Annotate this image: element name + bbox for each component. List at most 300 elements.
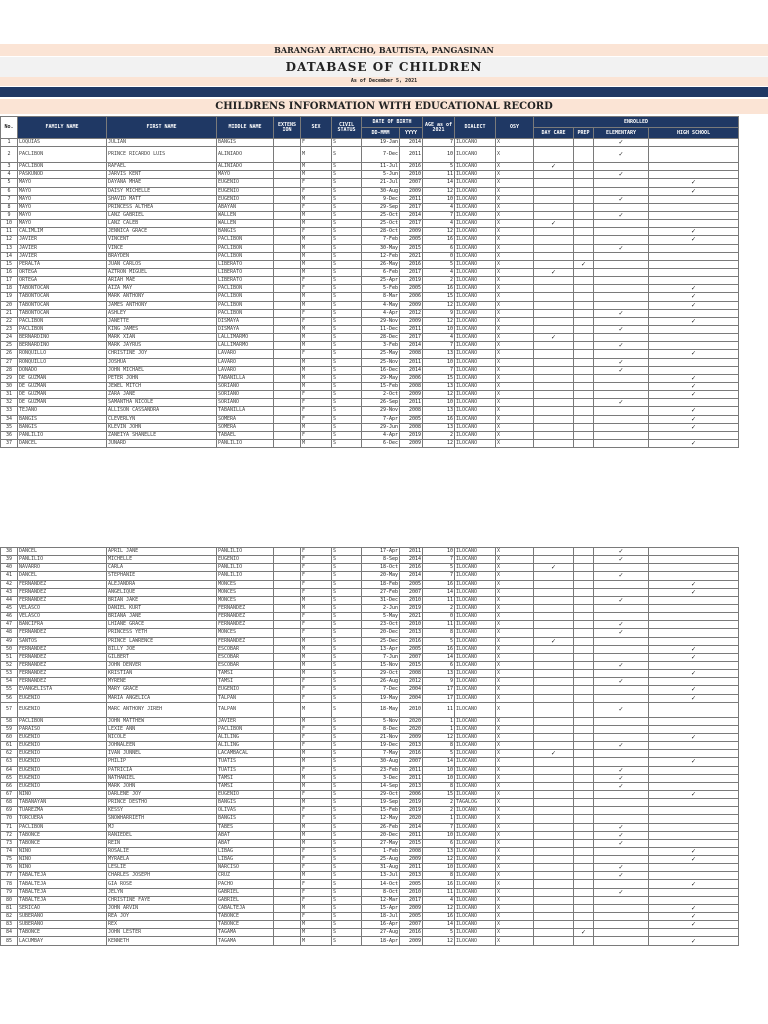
elementary-check bbox=[594, 733, 649, 741]
col-family-name: FAMILY NAME bbox=[18, 117, 107, 139]
day-care-check bbox=[534, 171, 574, 179]
prep-check bbox=[574, 742, 594, 750]
prep-check bbox=[574, 588, 594, 596]
day-care-check bbox=[534, 350, 574, 358]
birth-year-cell: 2017 bbox=[400, 203, 423, 211]
family-name-cell: TABALTEJA bbox=[18, 888, 107, 896]
day-care-check bbox=[534, 872, 574, 880]
high-school-check: ✓ bbox=[649, 856, 739, 864]
row-number: 71 bbox=[1, 823, 18, 831]
civil-status-cell: S bbox=[332, 670, 362, 678]
age-cell: 14 bbox=[423, 588, 455, 596]
birth-year-cell: 2021 bbox=[400, 613, 423, 621]
family-name-cell: SUBERANO bbox=[18, 921, 107, 929]
middle-name-cell: PANLILIO bbox=[217, 564, 274, 572]
day-care-check bbox=[534, 702, 574, 717]
family-name-cell: EUGENIO bbox=[18, 758, 107, 766]
civil-status-cell: S bbox=[332, 588, 362, 596]
civil-status-cell: S bbox=[332, 163, 362, 171]
middle-name-cell: BANGIS bbox=[217, 799, 274, 807]
sex-cell: F bbox=[301, 391, 332, 399]
age-cell: 11 bbox=[423, 621, 455, 629]
table-row bbox=[1, 686, 739, 694]
osy-cell: X bbox=[496, 317, 534, 325]
civil-status-cell: S bbox=[332, 195, 362, 203]
elementary-check bbox=[594, 880, 649, 888]
birth-year-cell: 2004 bbox=[400, 686, 423, 694]
civil-status-cell: S bbox=[332, 929, 362, 937]
civil-status-cell: S bbox=[332, 774, 362, 782]
age-cell: 10 bbox=[423, 774, 455, 782]
dialect-cell: ILOCANO bbox=[455, 766, 496, 774]
row-number: 35 bbox=[1, 423, 18, 431]
high-school-check bbox=[649, 621, 739, 629]
dialect-cell: ILOCANO bbox=[455, 725, 496, 733]
middle-name-cell: ALILING bbox=[217, 742, 274, 750]
middle-name-cell: TABONCE bbox=[217, 921, 274, 929]
high-school-check bbox=[649, 896, 739, 904]
table-row bbox=[1, 937, 739, 945]
osy-cell: X bbox=[496, 431, 534, 439]
osy-cell: X bbox=[496, 163, 534, 171]
age-cell: 2 bbox=[423, 431, 455, 439]
high-school-check bbox=[649, 195, 739, 203]
prep-check bbox=[574, 423, 594, 431]
row-number: 72 bbox=[1, 831, 18, 839]
row-number: 66 bbox=[1, 782, 18, 790]
osy-cell: X bbox=[496, 350, 534, 358]
prep-check: ✓ bbox=[574, 260, 594, 268]
age-cell: 2 bbox=[423, 807, 455, 815]
table-row bbox=[1, 439, 739, 447]
civil-status-cell: S bbox=[332, 342, 362, 350]
first-name-cell: GILBERT bbox=[107, 653, 217, 661]
family-name-cell: EUGENIO bbox=[18, 742, 107, 750]
birth-day-month-cell: 30-Aug bbox=[362, 758, 400, 766]
elementary-check: ✓ bbox=[594, 399, 649, 407]
elementary-check bbox=[594, 285, 649, 293]
age-cell: 12 bbox=[423, 733, 455, 741]
birth-day-month-cell: 19-Dec bbox=[362, 742, 400, 750]
row-number: 34 bbox=[1, 415, 18, 423]
age-cell: 13 bbox=[423, 382, 455, 390]
sex-cell: F bbox=[301, 187, 332, 195]
high-school-check bbox=[649, 260, 739, 268]
table-row bbox=[1, 913, 739, 921]
row-number: 45 bbox=[1, 604, 18, 612]
age-cell: 2 bbox=[423, 799, 455, 807]
osy-cell: X bbox=[496, 678, 534, 686]
first-name-cell: JOHN ARVIN bbox=[107, 904, 217, 912]
family-name-cell: JAVIER bbox=[18, 244, 107, 252]
extension-cell bbox=[274, 847, 301, 855]
dialect-cell: ILOCANO bbox=[455, 252, 496, 260]
high-school-check: ✓ bbox=[649, 913, 739, 921]
age-cell: 14 bbox=[423, 921, 455, 929]
civil-status-cell: S bbox=[332, 147, 362, 163]
extension-cell bbox=[274, 228, 301, 236]
age-cell: 1 bbox=[423, 815, 455, 823]
birth-year-cell: 2008 bbox=[400, 423, 423, 431]
extension-cell bbox=[274, 572, 301, 580]
prep-check bbox=[574, 807, 594, 815]
prep-check bbox=[574, 548, 594, 556]
osy-cell: X bbox=[496, 604, 534, 612]
elementary-check bbox=[594, 564, 649, 572]
family-name-cell: SERICAO bbox=[18, 904, 107, 912]
birth-year-cell: 2011 bbox=[400, 358, 423, 366]
dialect-cell: ILOCANO bbox=[455, 415, 496, 423]
elementary-check bbox=[594, 604, 649, 612]
table-row bbox=[1, 702, 739, 717]
family-name-cell: DE GUZMAN bbox=[18, 382, 107, 390]
family-name-cell: ORTEGA bbox=[18, 268, 107, 276]
row-number: 85 bbox=[1, 937, 18, 945]
birth-year-cell: 2005 bbox=[400, 913, 423, 921]
col-elementary: ELEMENTARY bbox=[594, 128, 649, 139]
prep-check bbox=[574, 252, 594, 260]
civil-status-cell: S bbox=[332, 758, 362, 766]
sex-cell: M bbox=[301, 645, 332, 653]
civil-status-cell: S bbox=[332, 252, 362, 260]
birth-day-month-cell: 29-May bbox=[362, 374, 400, 382]
birth-year-cell: 2011 bbox=[400, 147, 423, 163]
day-care-check: ✓ bbox=[534, 637, 574, 645]
row-number: 57 bbox=[1, 702, 18, 717]
high-school-check bbox=[649, 399, 739, 407]
birth-year-cell: 2011 bbox=[400, 766, 423, 774]
civil-status-cell: S bbox=[332, 309, 362, 317]
birth-day-month-cell: 23-Oct bbox=[362, 621, 400, 629]
birth-day-month-cell: 7-Apr bbox=[362, 415, 400, 423]
table-row bbox=[1, 309, 739, 317]
family-name-cell: TEJANO bbox=[18, 407, 107, 415]
age-cell: 12 bbox=[423, 856, 455, 864]
sex-cell: F bbox=[301, 766, 332, 774]
extension-cell bbox=[274, 171, 301, 179]
table-row bbox=[1, 929, 739, 937]
middle-name-cell: TAMSI bbox=[217, 782, 274, 790]
table-row bbox=[1, 301, 739, 309]
row-number: 22 bbox=[1, 317, 18, 325]
birth-year-cell: 2011 bbox=[400, 774, 423, 782]
sex-cell: M bbox=[301, 604, 332, 612]
high-school-check bbox=[649, 596, 739, 604]
civil-status-cell: S bbox=[332, 431, 362, 439]
birth-day-month-cell: 28-Dec bbox=[362, 334, 400, 342]
prep-check bbox=[574, 572, 594, 580]
age-cell: 11 bbox=[423, 702, 455, 717]
first-name-cell: AIZA MAY bbox=[107, 285, 217, 293]
osy-cell: X bbox=[496, 733, 534, 741]
age-cell: 6 bbox=[423, 244, 455, 252]
elementary-check: ✓ bbox=[594, 211, 649, 219]
birth-year-cell: 2009 bbox=[400, 187, 423, 195]
day-care-check bbox=[534, 661, 574, 669]
sex-cell: M bbox=[301, 904, 332, 912]
row-number: 1 bbox=[1, 139, 18, 147]
birth-year-cell: 2011 bbox=[400, 195, 423, 203]
birth-day-month-cell: 19-May bbox=[362, 694, 400, 702]
family-name-cell: NIÑO bbox=[18, 864, 107, 872]
high-school-check: ✓ bbox=[649, 880, 739, 888]
elementary-check bbox=[594, 277, 649, 285]
day-care-check bbox=[534, 758, 574, 766]
osy-cell: X bbox=[496, 268, 534, 276]
birth-day-month-cell: 26-May bbox=[362, 260, 400, 268]
osy-cell: X bbox=[496, 203, 534, 211]
birth-year-cell: 2009 bbox=[400, 228, 423, 236]
table-row bbox=[1, 823, 739, 831]
table-row bbox=[1, 236, 739, 244]
first-name-cell: ZANEIYA SHANELLE bbox=[107, 431, 217, 439]
table-row bbox=[1, 596, 739, 604]
extension-cell bbox=[274, 678, 301, 686]
birth-day-month-cell: 25-Oct bbox=[362, 211, 400, 219]
first-name-cell: SAMANTHA NICOLE bbox=[107, 399, 217, 407]
civil-status-cell: S bbox=[332, 285, 362, 293]
prep-check bbox=[574, 839, 594, 847]
middle-name-cell: PANLILIO bbox=[217, 439, 274, 447]
birth-year-cell: 2015 bbox=[400, 661, 423, 669]
prep-check bbox=[574, 733, 594, 741]
middle-name-cell: SORIANO bbox=[217, 391, 274, 399]
birth-year-cell: 2015 bbox=[400, 244, 423, 252]
birth-year-cell: 2011 bbox=[400, 864, 423, 872]
sex-cell: F bbox=[301, 431, 332, 439]
sex-cell: F bbox=[301, 228, 332, 236]
first-name-cell: JELYN bbox=[107, 888, 217, 896]
sex-cell: F bbox=[301, 580, 332, 588]
extension-cell bbox=[274, 211, 301, 219]
day-care-check bbox=[534, 374, 574, 382]
dialect-cell: ILOCANO bbox=[455, 702, 496, 717]
prep-check bbox=[574, 604, 594, 612]
dialect-cell: ILOCANO bbox=[455, 220, 496, 228]
dialect-cell: ILOCANO bbox=[455, 407, 496, 415]
middle-name-cell: ALINIADO bbox=[217, 163, 274, 171]
prep-check bbox=[574, 766, 594, 774]
birth-day-month-cell: 18-Feb bbox=[362, 580, 400, 588]
table-row bbox=[1, 847, 739, 855]
age-cell: 13 bbox=[423, 407, 455, 415]
row-number: 83 bbox=[1, 921, 18, 929]
prep-check bbox=[574, 179, 594, 187]
middle-name-cell: LIBAG bbox=[217, 847, 274, 855]
middle-name-cell: ABAT bbox=[217, 831, 274, 839]
extension-cell bbox=[274, 179, 301, 187]
extension-cell bbox=[274, 309, 301, 317]
family-name-cell: FERNANDEZ bbox=[18, 645, 107, 653]
sex-cell: F bbox=[301, 613, 332, 621]
prep-check bbox=[574, 782, 594, 790]
prep-check bbox=[574, 399, 594, 407]
birth-year-cell: 2011 bbox=[400, 548, 423, 556]
birth-year-cell: 2009 bbox=[400, 301, 423, 309]
row-number: 7 bbox=[1, 195, 18, 203]
birth-year-cell: 2016 bbox=[400, 163, 423, 171]
birth-day-month-cell: 21-Nov bbox=[362, 733, 400, 741]
osy-cell: X bbox=[496, 358, 534, 366]
row-number: 62 bbox=[1, 750, 18, 758]
col-dialect: DIALECT bbox=[455, 117, 496, 139]
civil-status-cell: S bbox=[332, 807, 362, 815]
osy-cell: X bbox=[496, 790, 534, 798]
sex-cell: F bbox=[301, 350, 332, 358]
dialect-cell: ILOCANO bbox=[455, 678, 496, 686]
elementary-check bbox=[594, 588, 649, 596]
first-name-cell: REX bbox=[107, 921, 217, 929]
family-name-cell: LACUMBAY bbox=[18, 937, 107, 945]
sex-cell: M bbox=[301, 252, 332, 260]
middle-name-cell: ALILING bbox=[217, 733, 274, 741]
civil-status-cell: S bbox=[332, 782, 362, 790]
elementary-check: ✓ bbox=[594, 325, 649, 333]
first-name-cell: AZTRON MIGUEL bbox=[107, 268, 217, 276]
sex-cell: F bbox=[301, 139, 332, 147]
birth-year-cell: 2012 bbox=[400, 678, 423, 686]
first-name-cell: BRIAN JAKE bbox=[107, 596, 217, 604]
row-number: 52 bbox=[1, 661, 18, 669]
elementary-check: ✓ bbox=[594, 661, 649, 669]
middle-name-cell: EUGENIO bbox=[217, 187, 274, 195]
osy-cell: X bbox=[496, 195, 534, 203]
dialect-cell: ILOCANO bbox=[455, 572, 496, 580]
first-name-cell: IVAN JUNNEL bbox=[107, 750, 217, 758]
birth-year-cell: 2020 bbox=[400, 717, 423, 725]
birth-day-month-cell: 6-Dec bbox=[362, 439, 400, 447]
high-school-check bbox=[649, 220, 739, 228]
sex-cell: F bbox=[301, 742, 332, 750]
sex-cell: F bbox=[301, 415, 332, 423]
row-number: 77 bbox=[1, 872, 18, 880]
as-of-date: As of December 5, 2021 bbox=[0, 77, 768, 86]
row-number: 50 bbox=[1, 645, 18, 653]
dialect-cell: ILOCANO bbox=[455, 580, 496, 588]
sex-cell: M bbox=[301, 211, 332, 219]
age-cell: 8 bbox=[423, 872, 455, 880]
sex-cell: F bbox=[301, 564, 332, 572]
elementary-check: ✓ bbox=[594, 629, 649, 637]
middle-name-cell: TABES bbox=[217, 823, 274, 831]
birth-year-cell: 2006 bbox=[400, 293, 423, 301]
birth-day-month-cell: 14-Sep bbox=[362, 782, 400, 790]
day-care-check bbox=[534, 187, 574, 195]
elementary-check bbox=[594, 439, 649, 447]
day-care-check bbox=[534, 694, 574, 702]
birth-day-month-cell: 15-Apr bbox=[362, 904, 400, 912]
civil-status-cell: S bbox=[332, 613, 362, 621]
first-name-cell: BRAYDEN bbox=[107, 252, 217, 260]
dialect-cell: ILOCANO bbox=[455, 564, 496, 572]
dialect-cell: ILOCANO bbox=[455, 147, 496, 163]
table-row bbox=[1, 391, 739, 399]
table-row bbox=[1, 904, 739, 912]
sex-cell: M bbox=[301, 750, 332, 758]
extension-cell bbox=[274, 766, 301, 774]
row-number: 33 bbox=[1, 407, 18, 415]
first-name-cell: KESSY bbox=[107, 807, 217, 815]
day-care-check bbox=[534, 301, 574, 309]
table-row bbox=[1, 277, 739, 285]
civil-status-cell: S bbox=[332, 439, 362, 447]
family-name-cell: NAVARRO bbox=[18, 564, 107, 572]
middle-name-cell: TUATIS bbox=[217, 766, 274, 774]
osy-cell: X bbox=[496, 847, 534, 855]
dialect-cell: ILOCANO bbox=[455, 277, 496, 285]
dialect-cell: ILOCANO bbox=[455, 904, 496, 912]
age-cell: 5 bbox=[423, 260, 455, 268]
middle-name-cell: EUGENIO bbox=[217, 179, 274, 187]
col-age: AGE as of 2021 bbox=[423, 117, 455, 139]
dialect-cell: ILOCANO bbox=[455, 645, 496, 653]
first-name-cell: SHAVID MATT bbox=[107, 195, 217, 203]
birth-year-cell: 2021 bbox=[400, 252, 423, 260]
family-name-cell: DE GUZMAN bbox=[18, 399, 107, 407]
age-cell: 16 bbox=[423, 880, 455, 888]
high-school-check: ✓ bbox=[649, 694, 739, 702]
birth-day-month-cell: 29-Oct bbox=[362, 670, 400, 678]
prep-check bbox=[574, 774, 594, 782]
age-cell: 5 bbox=[423, 564, 455, 572]
day-care-check bbox=[534, 399, 574, 407]
extension-cell bbox=[274, 629, 301, 637]
civil-status-cell: S bbox=[332, 317, 362, 325]
birth-day-month-cell: 31-Dec bbox=[362, 596, 400, 604]
birth-year-cell: 2011 bbox=[400, 325, 423, 333]
civil-status-cell: S bbox=[332, 203, 362, 211]
family-name-cell: TABONTOCAN bbox=[18, 301, 107, 309]
first-name-cell: MARK JOHN bbox=[107, 782, 217, 790]
family-name-cell: RONQUILLO bbox=[18, 358, 107, 366]
family-name-cell: DANCEL bbox=[18, 439, 107, 447]
civil-status-cell: S bbox=[332, 366, 362, 374]
birth-day-month-cell: 25-Apr bbox=[362, 277, 400, 285]
sex-cell: M bbox=[301, 774, 332, 782]
middle-name-cell: MONCES bbox=[217, 580, 274, 588]
table-row bbox=[1, 374, 739, 382]
day-care-check bbox=[534, 774, 574, 782]
civil-status-cell: S bbox=[332, 678, 362, 686]
high-school-check bbox=[649, 725, 739, 733]
sex-cell: F bbox=[301, 725, 332, 733]
birth-year-cell: 2020 bbox=[400, 815, 423, 823]
elementary-check bbox=[594, 187, 649, 195]
family-name-cell: EUGENIO bbox=[18, 694, 107, 702]
age-cell: 7 bbox=[423, 823, 455, 831]
elementary-check: ✓ bbox=[594, 678, 649, 686]
dialect-cell: ILOCANO bbox=[455, 309, 496, 317]
birth-year-cell: 2009 bbox=[400, 856, 423, 864]
high-school-check bbox=[649, 358, 739, 366]
elementary-check bbox=[594, 203, 649, 211]
first-name-cell: MARK JAYRUS bbox=[107, 342, 217, 350]
age-cell: 8 bbox=[423, 782, 455, 790]
middle-name-cell: MAYO bbox=[217, 171, 274, 179]
extension-cell bbox=[274, 799, 301, 807]
birth-year-cell: 2007 bbox=[400, 653, 423, 661]
civil-status-cell: S bbox=[332, 139, 362, 147]
prep-check bbox=[574, 211, 594, 219]
table-row bbox=[1, 799, 739, 807]
day-care-check bbox=[534, 439, 574, 447]
row-number: 59 bbox=[1, 725, 18, 733]
elementary-check bbox=[594, 913, 649, 921]
extension-cell bbox=[274, 382, 301, 390]
row-number: 16 bbox=[1, 268, 18, 276]
age-cell: 6 bbox=[423, 661, 455, 669]
family-name-cell: PERALTA bbox=[18, 260, 107, 268]
